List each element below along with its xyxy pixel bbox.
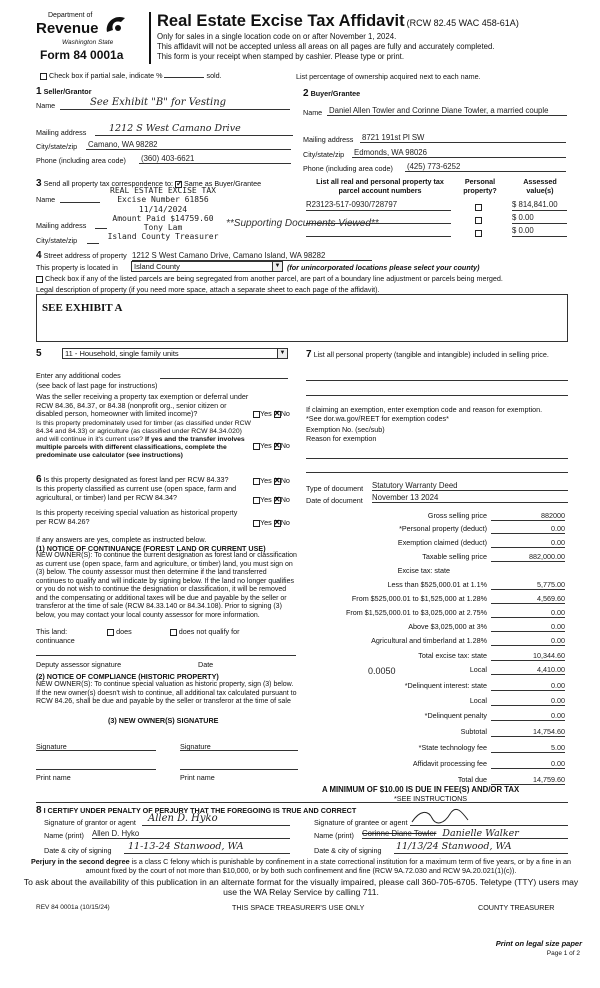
personal-col-header: Personal property? — [463, 177, 497, 195]
street-address-label: Street address of property — [43, 251, 127, 260]
parcel-number-field[interactable]: R23123-517-0930/728797 — [306, 200, 451, 211]
header-divider — [149, 12, 151, 64]
forest-yes-no — [253, 476, 290, 485]
section-7 — [306, 350, 568, 359]
buyer-mailing-field[interactable]: 8721 191st Pl SW — [360, 133, 566, 143]
s3-city-field[interactable] — [87, 243, 99, 244]
grantor-date-label: Date & city of signing — [44, 846, 112, 855]
form-number: Form 84 0001a — [40, 48, 124, 62]
stamp-line2: Excise Number 61856 — [117, 195, 209, 205]
stamp-line1: REAL ESTATE EXCISE TAX — [110, 186, 216, 195]
county-select[interactable] — [131, 261, 283, 272]
calc-label: Above $3,025,000 at 3% — [408, 622, 487, 631]
grantee-name-printed: Corinne Diane Towler — [362, 829, 437, 838]
calc-label: From $525,000.01 to $1,525,000 at 1.28% — [351, 594, 487, 603]
calc-row — [310, 524, 565, 535]
current-use-question: Is this property classified as current use (open space, farm and agricultural, or timber) land per RCW 84.34? — [36, 484, 237, 502]
section-1-number: 1 — [36, 86, 42, 97]
grantor-signature-label: Signature of grantor or agent — [44, 818, 136, 827]
s3-city-label: City/state/zip — [36, 236, 78, 245]
local-rate: 0.0050 — [368, 666, 396, 676]
seller-heading — [36, 86, 92, 97]
continuance-label: continuance — [36, 636, 75, 645]
owner-signature-label-2: Signature — [180, 742, 211, 751]
perjury-text: is a class C felony which is punishable by confinement in a state correctional institution for a maximum term of five years, or by a fine in an amount fixed by the court of not more than $10,000, or by both such confinement and fine (RCW 9A.72.030 and RCW 9A.20.021(1)(c)). — [85, 857, 572, 875]
table-row — [306, 213, 568, 226]
grantee-date-field[interactable]: 11/13/24 Stanwood, WA — [394, 841, 568, 854]
use-code-select-value: 11 - Household, single family units — [65, 349, 179, 358]
section-4-number: 4 — [36, 250, 42, 261]
calc-row — [310, 566, 565, 577]
calc-row — [310, 727, 565, 738]
supporting-docs-stamp: **Supporting Documents Viewed** — [226, 218, 379, 229]
stamp-line5: Tony Lam — [143, 223, 183, 233]
calc-value[interactable]: 4,569.60 — [491, 594, 565, 604]
does-label: does — [116, 627, 132, 636]
additional-codes-label: Enter any additional codes — [36, 371, 121, 380]
table-row — [306, 226, 568, 239]
county-note: (for unincorporated locations please select your county) — [287, 263, 480, 272]
if-yes-note: If any answers are yes, complete as instructed below. — [36, 535, 207, 544]
section-8-number: 8 — [36, 805, 42, 816]
deputy-date-label: Date — [198, 660, 214, 669]
this-land-label: This land: — [36, 627, 68, 636]
buyer-phone-field[interactable]: (425) 773-6252 — [405, 162, 566, 172]
no-label: No — [280, 409, 290, 418]
calc-label: Taxable selling price — [422, 552, 487, 561]
see-back-note: (see back of last page for instructions) — [36, 381, 158, 390]
county-treasurer-label: COUNTY TREASURER — [478, 903, 555, 912]
calc-value[interactable]: 0.00 — [491, 696, 565, 706]
grantor-date-field[interactable]: 11-13-24 Stanwood, WA — [124, 841, 290, 854]
dept-line3: Washington State — [62, 39, 114, 46]
calc-row — [310, 580, 565, 591]
yes-label: Yes — [260, 409, 272, 418]
calc-value[interactable]: 882,000.00 — [491, 552, 565, 562]
seller-phone-label: Phone (including area code) — [36, 156, 126, 165]
calc-row — [310, 608, 565, 619]
form-title: Real Estate Excise Tax Affidavit — [157, 12, 405, 30]
local-row — [310, 665, 565, 676]
exemption-yes-no — [253, 409, 290, 418]
owner-print-field-2[interactable] — [180, 769, 298, 770]
parcel-number-field[interactable] — [306, 213, 451, 224]
owner-signature-field-2[interactable] — [180, 750, 298, 751]
owner-signature-label-1: Signature — [36, 742, 67, 751]
yes-label: Yes — [260, 518, 272, 527]
assessed-value-field[interactable]: $ 0.00 — [512, 213, 567, 224]
grantor-signature-field[interactable]: Allen D. Hyko — [142, 813, 290, 826]
partial-sale-checkbox[interactable] — [40, 73, 47, 80]
doc-type-field[interactable]: Statutory Warranty Deed — [372, 481, 568, 491]
calc-row — [310, 681, 565, 692]
exemption-reason-label: Reason for exemption — [306, 434, 377, 443]
section-3-heading-text: Send all property tax correspondence to: — [43, 179, 174, 188]
seller-mailing-field[interactable]: 1212 S West Camano Drive — [95, 123, 293, 136]
calc-label: Gross selling price — [427, 511, 487, 520]
doc-type-label: Type of document — [306, 484, 364, 493]
timber-question-text: Is this property predominately used for timber (as classified under RCW 84.34 and 84.33) or agriculture (as classified under RCW 84.34.020) and will continue in it's current use? — [36, 420, 251, 443]
grantee-name-label: Name (print) — [314, 831, 354, 840]
calc-row — [310, 552, 565, 563]
calc-value[interactable]: 0.00 — [491, 622, 565, 632]
exemption-yes-checkbox[interactable] — [253, 411, 260, 418]
timber-question — [36, 420, 254, 460]
personal-property-checkbox[interactable] — [475, 217, 482, 224]
segregated-label: Check box if any of the listed parcels are being segregated from another parcel, are part of a boundary line adjustment or parcels being merged. — [45, 274, 503, 283]
dor-logo — [28, 12, 148, 67]
doc-date-field[interactable]: November 13 2024 — [372, 493, 568, 503]
buyer-city-field[interactable]: Edmonds, WA 98026 — [352, 148, 566, 158]
notice-line2: This affidavit will not be accepted unless all areas on all pages are fully and accurately completed. — [157, 42, 495, 51]
partial-sale-row — [40, 71, 222, 80]
buyer-name-label: Name — [303, 108, 323, 117]
does-qualify-checkbox[interactable] — [107, 629, 114, 636]
calc-row — [310, 696, 565, 707]
historic-yes-checkbox[interactable] — [253, 520, 260, 527]
buyer-heading — [303, 88, 360, 99]
yes-label: Yes — [260, 495, 272, 504]
no-label: No — [280, 441, 290, 450]
calc-label: *Delinquent interest: state — [404, 681, 487, 690]
current-use-no-checkbox[interactable] — [274, 497, 281, 504]
owner-print-label-2: Print name — [180, 773, 215, 782]
historic-no-checkbox[interactable] — [274, 520, 281, 527]
exemption-reason-field-1[interactable] — [306, 458, 568, 459]
s3-name-label: Name — [36, 195, 56, 204]
owner-signature-field-1[interactable] — [36, 750, 156, 751]
segregated-row — [36, 274, 503, 283]
seller-city-field[interactable]: Camano, WA 98282 — [86, 140, 291, 150]
forest-yes-checkbox[interactable] — [253, 478, 260, 485]
section-5-number: 5 — [36, 348, 42, 359]
form-title-row — [157, 12, 519, 31]
form-rcw: (RCW 82.45 WAC 458-61A) — [406, 18, 519, 28]
perjury-bold: Perjury in the second degree — [30, 857, 130, 866]
does-not-qualify-checkbox[interactable] — [170, 629, 177, 636]
yes-label: Yes — [260, 476, 272, 485]
section-8-heading-text: I CERTIFY UNDER PENALTY OF PERJURY THAT THE FOREGOING IS TRUE AND CORRECT — [43, 806, 357, 815]
perjury-warning — [20, 858, 582, 875]
notice-line3-text: This form is your receipt when stamped by cashier. Please type or print. — [157, 52, 405, 61]
calc-value[interactable]: 882000 — [491, 511, 565, 521]
partial-sale-label: Check box if partial sale, indicate % — [49, 71, 163, 80]
local-label: Local — [469, 665, 487, 674]
partial-sale-percent-field[interactable] — [164, 77, 204, 78]
calc-value[interactable]: 0.00 — [491, 711, 565, 721]
logo-swoosh-icon — [103, 14, 127, 36]
calc-row — [310, 743, 565, 754]
see-instructions-note: *SEE INSTRUCTIONS — [394, 794, 468, 803]
partial-sale-sold: sold. — [206, 71, 222, 80]
exemption-question: Was the seller receiving a property tax exemption or deferral under RCW 84.36, 84.37, or 84.38 (nonprofit org., senior citizen or disabled person, homeowner with limited income)? — [36, 392, 249, 418]
buyer-mailing-label: Mailing address — [303, 135, 354, 144]
assessed-value-field[interactable]: $ 0.00 — [512, 226, 567, 237]
no-label: No — [280, 518, 290, 527]
calc-value[interactable]: 0.00 — [491, 759, 565, 769]
assessed-value-field[interactable]: $ 814,841.00 — [512, 200, 567, 211]
dept-line2: Revenue — [36, 20, 99, 37]
calc-row — [310, 511, 565, 522]
forest-question-text: Is this property designated as forest land per RCW 84.33? — [43, 475, 229, 484]
grantee-name-field[interactable] — [362, 828, 568, 839]
no-label: No — [280, 476, 290, 485]
seller-phone-field[interactable]: (360) 403-6621 — [139, 154, 291, 164]
calc-label: Exemption claimed (deduct) — [397, 538, 487, 547]
timber-no-checkbox[interactable] — [274, 443, 281, 450]
seller-name-field[interactable]: See Exhibit "B" for Vesting — [60, 97, 290, 110]
timber-yes-no — [253, 441, 290, 450]
personal-property-checkbox[interactable] — [475, 204, 482, 211]
parcel-col-header: List all real and personal property tax parcel account numbers — [316, 177, 444, 195]
calc-row — [310, 594, 565, 605]
street-address-field[interactable]: 1212 S West Camano Drive, Camano Island, WA 98282 — [132, 251, 372, 261]
calc-label: Affidavit processing fee — [412, 759, 487, 768]
exemption-number-label: Exemption No. (sec/sub) — [306, 425, 385, 434]
ownership-note: List percentage of ownership acquired next to each name. — [296, 72, 481, 81]
historic-yes-no — [253, 518, 290, 527]
exemption-no-checkbox[interactable] — [274, 411, 281, 418]
calc-row — [310, 622, 565, 633]
chevron-down-icon: ▼ — [277, 349, 287, 358]
calc-label: From $1,525,000.01 to $3,025,000 at 2.75% — [345, 608, 487, 617]
current-use-yes-checkbox[interactable] — [253, 497, 260, 504]
calc-label: Total due — [457, 775, 487, 784]
notice-compliance-title: (2) NOTICE OF COMPLIANCE (HISTORIC PROPERTY) — [36, 672, 219, 681]
deputy-signature-field[interactable] — [36, 655, 296, 656]
buyer-city-label: City/state/zip — [303, 150, 345, 159]
calc-value[interactable]: 0.00 — [491, 608, 565, 618]
calc-label: Excise tax: state — [397, 566, 450, 575]
dept-line1: Department of — [48, 12, 93, 19]
calc-value[interactable]: 0.00 — [491, 681, 565, 691]
calc-label: Subtotal — [460, 727, 487, 736]
section-2-number: 2 — [303, 88, 309, 99]
grantor-name-label: Name (print) — [44, 831, 84, 840]
no-label: No — [280, 495, 290, 504]
calc-label: Less than $525,000.01 at 1.1% — [387, 580, 487, 589]
page-number: Page 1 of 2 — [546, 950, 580, 957]
new-owner-signature-title: (3) NEW OWNER(S) SIGNATURE — [108, 716, 219, 725]
calc-value[interactable]: 10,344.60 — [491, 651, 565, 661]
s3-mailing-label: Mailing address — [36, 221, 87, 230]
does-not-label: does not qualify for — [178, 627, 240, 636]
timber-yes-checkbox[interactable] — [253, 443, 260, 450]
yes-label: Yes — [260, 441, 272, 450]
buyer-phone-label: Phone (including area code) — [303, 164, 393, 173]
parcel-number-field[interactable] — [306, 226, 451, 237]
doc-date-label: Date of document — [306, 496, 363, 505]
stamp-line4: Amount Paid $14759.60 — [112, 213, 214, 223]
calc-value[interactable]: 14,754.60 — [491, 727, 565, 737]
calc-label: Agricultural and timberland at 1.28% — [371, 636, 487, 645]
section-7-text: List all personal property (tangible and intangible) included in selling price. — [313, 350, 549, 359]
section-4-street-row — [36, 250, 127, 261]
seller-name-label: Name — [36, 101, 56, 110]
owner-print-label-1: Print name — [36, 773, 71, 782]
calc-value[interactable]: 0.00 — [491, 636, 565, 646]
grantee-date-label: Date & city of signing — [314, 846, 382, 855]
segregated-checkbox[interactable] — [36, 276, 43, 283]
calc-row — [310, 538, 565, 549]
calc-label: *State technology fee — [418, 743, 487, 752]
treasurer-use-label: THIS SPACE TREASURER'S USE ONLY — [232, 903, 365, 912]
additional-codes-field[interactable] — [160, 370, 288, 379]
calc-value[interactable]: 5.00 — [491, 743, 565, 753]
calc-value[interactable]: 0.00 — [491, 524, 565, 534]
located-in-label: This property is located in — [36, 263, 118, 272]
notice-continuance-title: (1) NOTICE OF CONTINUANCE (FOREST LAND OR CURRENT USE) — [36, 544, 266, 553]
local-value[interactable]: 4,410.00 — [491, 665, 565, 675]
s3-name-field[interactable] — [60, 202, 100, 203]
current-use-yes-no — [253, 495, 290, 504]
legal-description-text: SEE EXHIBIT A — [42, 302, 123, 314]
revision-label: REV 84 0001a (10/15/24) — [36, 904, 110, 911]
assessed-col-header: Assessed value(s) — [523, 177, 557, 195]
calc-row — [310, 711, 565, 722]
excise-stamp — [103, 186, 223, 242]
buyer-heading-text: Buyer/Grantee — [310, 89, 361, 98]
grantee-signature-label: Signature of grantee or agent — [314, 818, 408, 827]
personal-property-list-field-1[interactable] — [306, 380, 568, 381]
historic-question: Is this property receiving special valuation as historical property per RCW 84.26? — [36, 508, 238, 526]
grantee-name-handwritten: Danielle Walker — [442, 828, 519, 839]
notice-line3 — [157, 52, 404, 61]
calc-label: *Personal property (deduct) — [399, 524, 487, 533]
calc-label: *Delinquent penalty — [424, 711, 487, 720]
section-6-number: 6 — [36, 474, 42, 485]
owner-print-field-1[interactable] — [36, 769, 156, 770]
calc-value[interactable]: 0.00 — [491, 538, 565, 548]
stamp-line3: 11/14/2024 — [138, 204, 188, 214]
minimum-fee-note: A MINIMUM OF $10.00 IS DUE IN FEE(S) AND/OR TAX — [322, 785, 520, 794]
this-land-row — [36, 627, 240, 636]
calc-row — [310, 651, 565, 662]
legal-paper-note: Print on legal size paper — [495, 939, 582, 948]
timber-question-bold: If yes and the transfer involves multiple parcels with different classifications, complete the predominate use calculator (see instructions) — [36, 436, 245, 459]
seller-mailing-label: Mailing address — [36, 128, 87, 137]
legal-desc-label: Legal description of property (if you need more space, attach a separate sheet to each page of the affidavit). — [36, 285, 380, 294]
county-select-value: Island County — [134, 262, 180, 271]
grantor-name-field[interactable]: Allen D. Hyko — [92, 829, 290, 839]
chevron-down-icon: ▼ — [272, 262, 282, 271]
personal-property-list-field-2[interactable] — [306, 395, 568, 396]
calc-row — [310, 636, 565, 647]
exemption-reason-field-2[interactable] — [306, 472, 568, 473]
calc-row — [310, 759, 565, 770]
calc-label: Total excise tax: state — [418, 651, 487, 660]
notice-line1: Only for sales in a single location code on or after November 1, 2024. — [157, 32, 397, 41]
alt-format-note: To ask about the availability of this publication in an alternate format for the visually impaired, please call 360-705-6705. Teletype (TTY) users may use the WA Relay Service by calling 711. — [23, 877, 579, 897]
seller-heading-text: Seller/Grantor — [43, 87, 92, 96]
personal-property-checkbox[interactable] — [475, 230, 482, 237]
section-8-divider — [36, 802, 568, 803]
seller-city-label: City/state/zip — [36, 142, 78, 151]
exemption-claim-text: If claiming an exemption, enter exemption code and reason for exemption. *See dor.wa.gov/REET for exemption codes* — [306, 405, 543, 423]
use-code-select[interactable] — [62, 348, 288, 359]
section-3-number: 3 — [36, 178, 42, 189]
notice-continuance-text: NEW OWNER(S): To continue the current designation as forest land or classification as current use (open space, farm and agriculture, or timber) land, you must sign on (3) below. The county assessor must then determine if the land transferred continues to qualify and will indicate by signing below. If the land no longer qualifies or you do not wish to continue the designation or classification, it will be removed and the compensating or additional taxes will be due and payable by the seller or transferor at the time of sale (RCW 84.33.140 or 84.34.108). Prior to signing (3) below, you may contact your local county assessor for more information. — [36, 552, 297, 619]
stamp-line6: Island County Treasurer — [107, 232, 219, 242]
calc-value[interactable]: 14,759.60 — [491, 775, 565, 785]
calc-label: Local — [469, 696, 487, 705]
buyer-name-field[interactable]: Daniel Allen Towler and Corinne Diane Towler, a married couple — [327, 106, 567, 116]
notice-compliance-text: NEW OWNER(S): To continue special valuation as historic property, sign (3) below. If the new owner(s) doesn't wish to continue, all additional tax calculated pursuant to RCW 84.26, shall be due and payable by the seller or transferor at the time of sale — [36, 681, 297, 705]
section-7-number: 7 — [306, 349, 312, 360]
grantee-signature-scribble — [410, 808, 470, 826]
legal-description-field[interactable] — [36, 294, 568, 342]
deputy-signature-label: Deputy assessor signature — [36, 660, 122, 669]
same-as-buyer-label: Same as Buyer/Grantee — [184, 179, 262, 188]
calc-value[interactable]: 5,775.00 — [491, 580, 565, 590]
forest-no-checkbox[interactable] — [274, 478, 281, 485]
table-row — [306, 200, 568, 213]
